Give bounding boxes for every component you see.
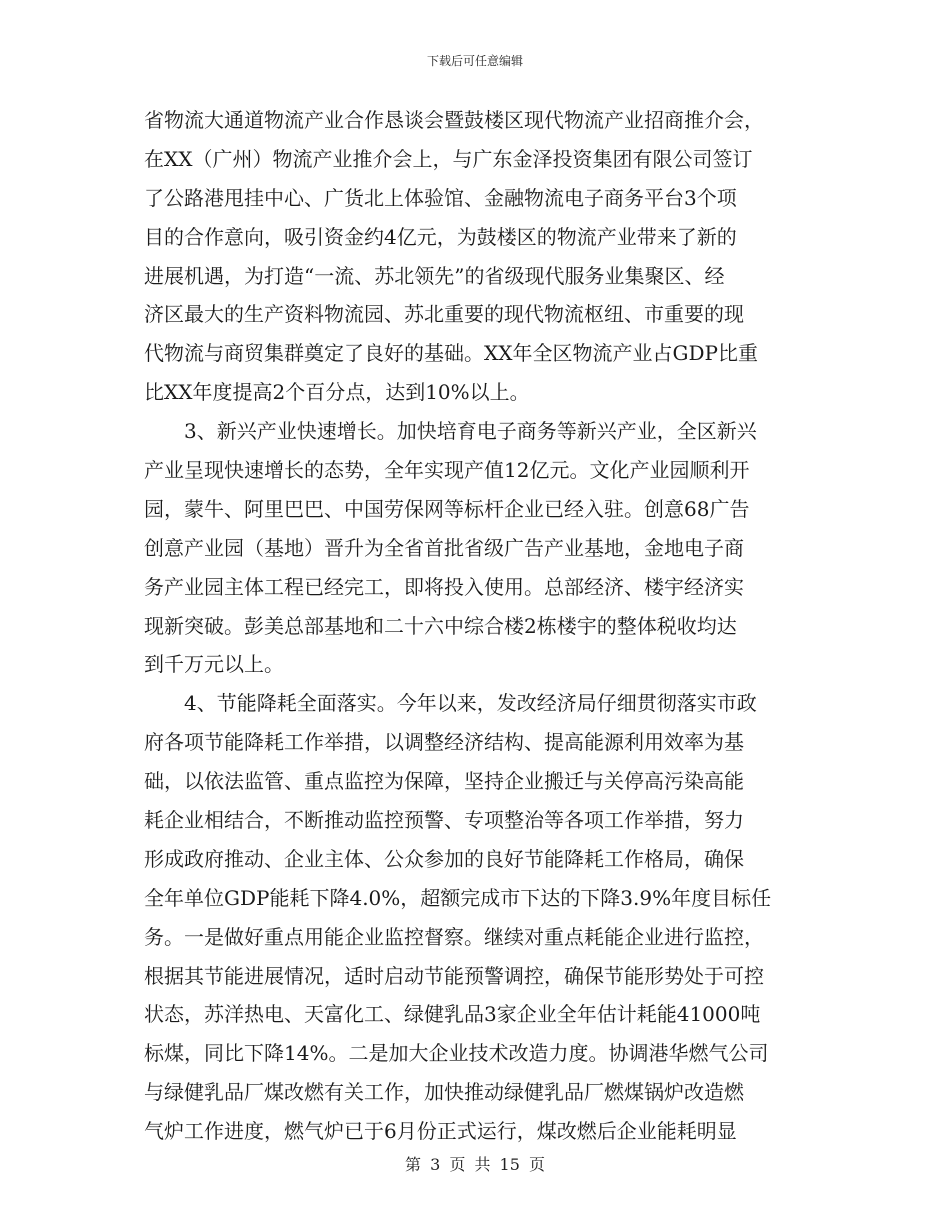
text-line: 与绿健乳品厂煤改燃有关工作，加快推动绿健乳品厂燃煤锅炉改造燃	[144, 1080, 744, 1105]
text-line: 济区最大的生产资料物流园、苏北重要的现代物流枢纽、市重要的现	[144, 302, 744, 327]
text-line: 3、新兴产业快速增长。加快培育电子商务等新兴产业，全区新兴	[184, 419, 757, 444]
text-line: 现新突破。彭美总部基地和二十六中综合楼2栋楼宇的整体税收均达	[144, 613, 737, 638]
document-body	[144, 101, 806, 1151]
text-line: 到千万元以上。	[144, 652, 284, 677]
text-line: 府各项节能降耗工作举措，以调整经济结构、提高能源利用效率为基	[144, 730, 744, 755]
text-line: 全年单位GDP能耗下降4.0%，超额完成市下达的下降3.9%年度目标任	[144, 885, 772, 910]
text-line: 状态，苏洋热电、天富化工、绿健乳品3家企业全年估计耗能41000吨	[144, 1002, 761, 1027]
text-line: 比XX年度提高2个百分点，达到10%以上。	[144, 380, 530, 405]
page-number-footer: 第 3 页 共 15 页	[405, 1155, 545, 1174]
text-line: 创意产业园（基地）晋升为全省首批省级广告产业基地，金地电子商	[144, 535, 744, 560]
text-line: 耗企业相结合，不断推动监控预警、专项整治等各项工作举措，努力	[144, 808, 744, 833]
text-line: 园，蒙牛、阿里巴巴、中国劳保网等标杆企业已经入驻。创意68广告	[144, 496, 750, 521]
text-line: 进展机遇，为打造“一流、苏北领先”的省级现代服务业集聚区、经	[144, 263, 725, 288]
text-line: 务。一是做好重点用能企业监控督察。继续对重点耗能企业进行监控，	[144, 924, 764, 949]
text-line: 气炉工作进度，燃气炉已于6月份正式运行，煤改燃后企业能耗明显	[144, 1119, 737, 1144]
paragraph-3	[144, 684, 806, 1151]
paragraph-2	[144, 412, 806, 684]
text-line: 础，以依法监管、重点监控为保障，坚持企业搬迁与关停高污染高能	[144, 769, 744, 794]
text-line: 代物流与商贸集群奠定了良好的基础。XX年全区物流产业占GDP比重	[144, 341, 758, 366]
paragraph-1	[144, 101, 806, 412]
text-line: 省物流大通道物流产业合作恳谈会暨鼓楼区现代物流产业招商推介会，	[144, 108, 764, 132]
text-line: 了公路港甩挂中心、广货北上体验馆、金融物流电子商务平台3个项	[144, 185, 737, 210]
page-header: 下载后可任意编辑	[426, 54, 523, 68]
text-line: 根据其节能进展情况，适时启动节能预警调控，确保节能形势处于可控	[144, 963, 764, 988]
text-line: 产业呈现快速增长的态势，全年实现产值12亿元。文化产业园顺利开	[144, 458, 750, 483]
text-line: 4、节能降耗全面落实。今年以来，发改经济局仔细贯彻落实市政	[184, 691, 757, 716]
text-line: 目的合作意向，吸引资金约4亿元，为鼓楼区的物流产业带来了新的	[144, 224, 737, 249]
text-line: 标煤，同比下降14%。二是加大企业技术改造力度。协调港华燃气公司	[144, 1041, 769, 1066]
text-line: 形成政府推动、企业主体、公众参加的良好节能降耗工作格局，确保	[144, 846, 744, 871]
text-line: 在XX（广州）物流产业推介会上，与广东金泽投资集团有限公司签订	[144, 146, 753, 171]
text-line: 务产业园主体工程已经完工，即将投入使用。总部经济、楼宇经济实	[144, 574, 744, 599]
